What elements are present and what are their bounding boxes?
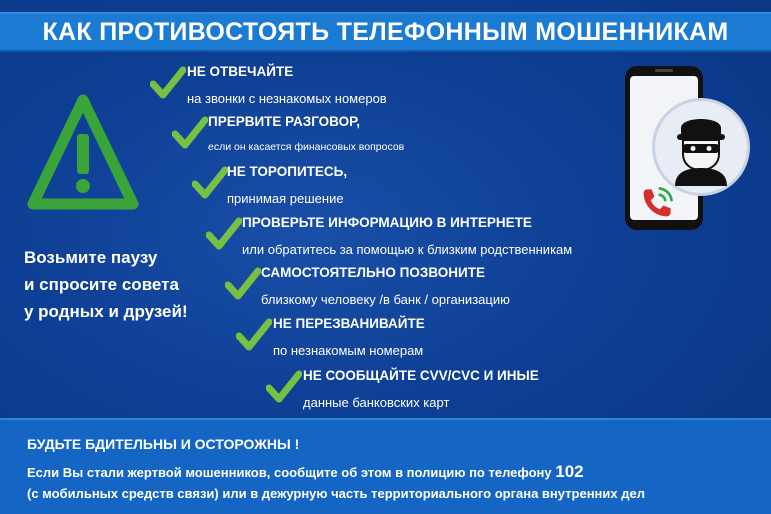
page-title: КАК ПРОТИВОСТОЯТЬ ТЕЛЕФОННЫМ МОШЕННИКАМ	[42, 17, 729, 46]
checkmark-icon	[225, 267, 261, 301]
advice-line-1: Возьмите паузу	[24, 248, 158, 267]
tip-heading: НЕ СООБЩАЙТЕ CVV/CVC И ИНЫЕ	[303, 368, 539, 383]
checkmark-icon	[172, 116, 208, 150]
checkmark-icon	[206, 217, 242, 251]
checkmark-icon	[150, 66, 186, 100]
footer-title: БУДЬТЕ БДИТЕЛЬНЫ И ОСТОРОЖНЫ !	[27, 436, 300, 452]
tip-heading: НЕ ТОРОПИТЕСЬ,	[227, 164, 348, 179]
advice-line-2: и спросите совета	[24, 275, 179, 294]
advice-line-3: у родных и друзей!	[24, 302, 188, 321]
warning-triangle-icon	[27, 92, 139, 216]
tip-text: по незнакомым номерам	[273, 343, 424, 358]
phone-call-icon	[640, 184, 676, 220]
tip-text: данные банковских карт	[303, 395, 450, 410]
footer-line-1-text: Если Вы стали жертвой мошенников, сообщите об этом в полицию по телефону	[27, 465, 552, 480]
tip-heading: ПРОВЕРЬТЕ ИНФОРМАЦИЮ В ИНТЕРНЕТЕ	[242, 215, 532, 230]
tip-text: принимая решение	[227, 191, 344, 206]
tip-heading: ПРЕРВИТЕ РАЗГОВОР,	[208, 114, 360, 129]
police-phone-number: 102	[555, 462, 584, 481]
tip-heading: НЕ ПЕРЕЗВАНИВАЙТЕ	[273, 316, 425, 331]
tip-heading: САМОСТОЯТЕЛЬНО ПОЗВОНИТЕ	[261, 265, 485, 280]
title-bar	[0, 12, 771, 52]
checkmark-icon	[266, 370, 302, 404]
tip-text: если он касается финансовых вопросов	[208, 141, 405, 153]
footer-line-2: (с мобильных средств связи) или в дежурную часть территориального органа внутренних дел	[27, 486, 645, 501]
tip-text: или обратитесь за помощью к близким родственникам	[242, 242, 573, 257]
advice-block	[24, 244, 224, 325]
tip-text: близкому человеку /в банк / организацию	[261, 292, 510, 307]
scammer-avatar-icon	[661, 106, 741, 186]
tip-heading: НЕ ОТВЕЧАЙТЕ	[187, 64, 294, 79]
footer-line-1	[27, 462, 584, 482]
footer	[0, 418, 771, 514]
tip-text: на звонки с незнакомых номеров	[187, 91, 387, 106]
checkmark-icon	[192, 166, 228, 200]
checkmark-icon	[236, 318, 272, 352]
